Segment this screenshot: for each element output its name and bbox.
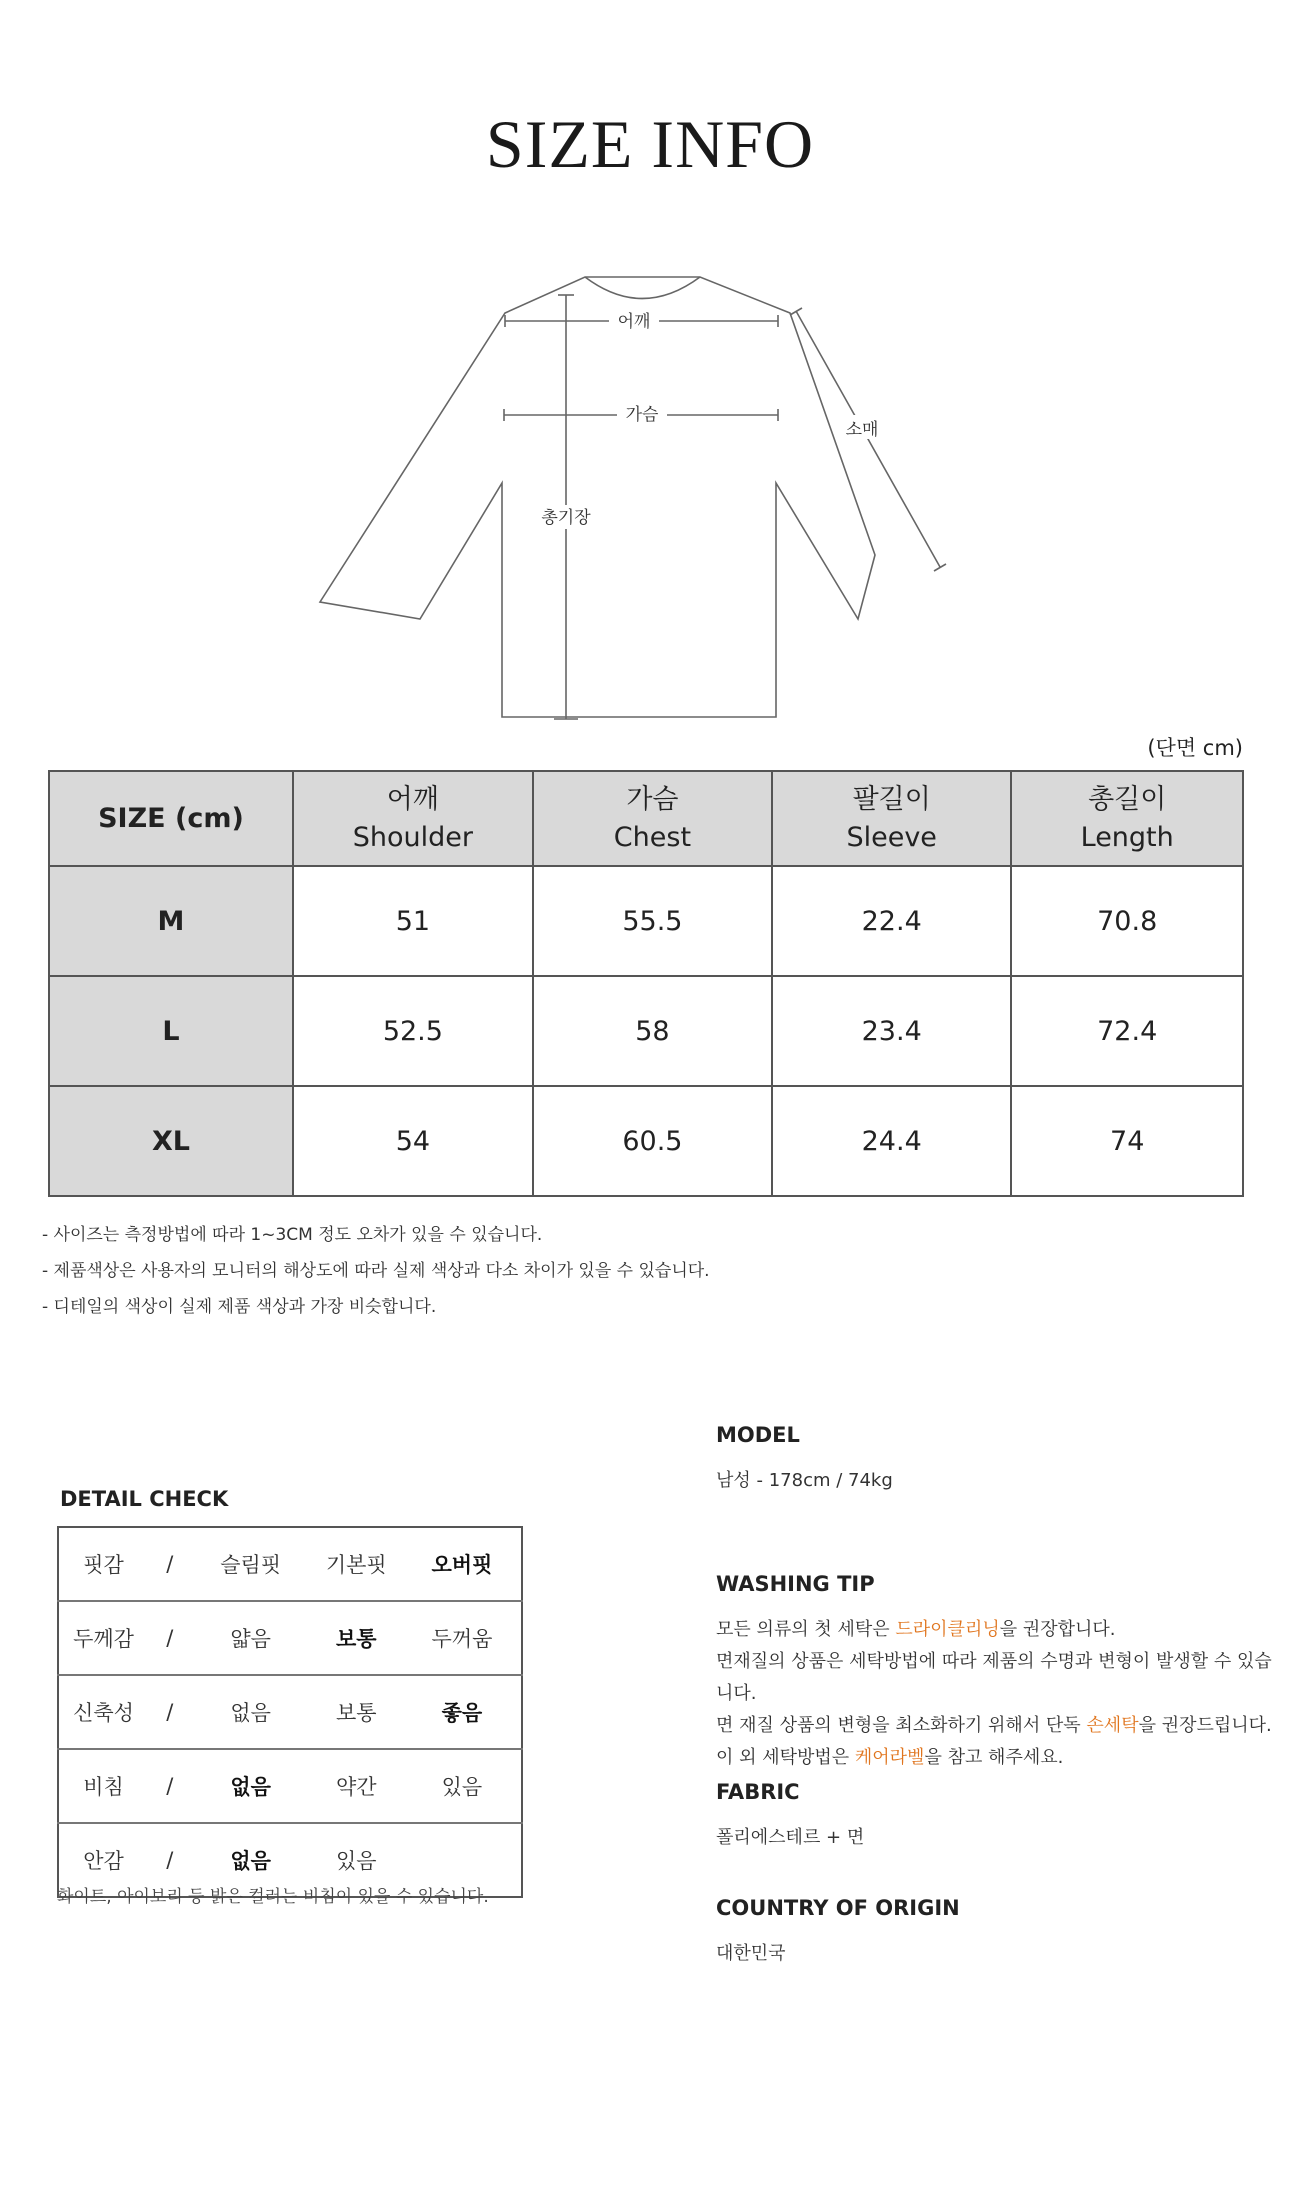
origin-title: COUNTRY OF ORIGIN xyxy=(716,1896,960,1920)
table-cell: 24.4 xyxy=(772,1086,1011,1196)
detail-sep: / xyxy=(166,1552,174,1576)
detail-option-selected: 없음 xyxy=(192,1823,310,1897)
detail-label: 신축성 xyxy=(58,1675,148,1749)
detail-sep: / xyxy=(148,1749,192,1823)
table-row xyxy=(49,1086,1243,1196)
detail-check-table xyxy=(57,1526,523,1898)
fabric-title: FABRIC xyxy=(716,1780,800,1804)
size-cell: L xyxy=(49,976,293,1086)
note-detail: - 디테일의 색상이 실제 제품 색상과 가장 비슷합니다. xyxy=(42,1297,437,1317)
header-chest: 가슴 Chest xyxy=(533,771,772,866)
table-cell: 58 xyxy=(533,976,772,1086)
header-length: 총길이 Length xyxy=(1011,771,1243,866)
washing-highlight: 드라이클리닝 xyxy=(895,1619,1000,1640)
note-color: - 제품색상은 사용자의 모니터의 해상도에 따라 실제 색상과 다소 차이가 있을 수 있습니다. xyxy=(42,1261,710,1281)
detail-check-note: 화이트, 아이보리 등 밝은 컬러는 비침이 있을 수 있습니다. xyxy=(57,1887,489,1907)
detail-option: 얇음 xyxy=(192,1601,310,1675)
detail-check-title: DETAIL CHECK xyxy=(60,1487,229,1511)
detail-option: 보통 xyxy=(310,1675,403,1749)
table-row xyxy=(49,976,1243,1086)
detail-option-selected: 보통 xyxy=(310,1601,403,1675)
table-cell: 51 xyxy=(293,866,533,976)
table-cell: 22.4 xyxy=(772,866,1011,976)
detail-row xyxy=(58,1527,522,1601)
size-table-header-row xyxy=(49,771,1243,866)
size-table xyxy=(48,770,1244,1197)
table-cell: 23.4 xyxy=(772,976,1011,1086)
garment-outline xyxy=(320,277,875,717)
detail-label: 두께감 xyxy=(58,1601,148,1675)
unit-note: (단면 cm) xyxy=(1147,736,1243,760)
detail-option-selected: 오버핏 xyxy=(431,1553,493,1577)
detail-label: 핏감 xyxy=(83,1553,124,1577)
table-cell: 52.5 xyxy=(293,976,533,1086)
washing-line: 모든 의류의 첫 세탁은 드라이클리닝을 권장합니다. xyxy=(716,1619,1116,1640)
origin-text: 대한민국 xyxy=(716,1943,786,1964)
table-cell: 74 xyxy=(1011,1086,1243,1196)
detail-option: 슬림핏 xyxy=(220,1553,282,1577)
detail-option: 약간 xyxy=(310,1749,403,1823)
detail-option-selected: 좋음 xyxy=(403,1675,522,1749)
detail-label: 안감 xyxy=(58,1823,148,1897)
detail-sep: / xyxy=(148,1823,192,1897)
table-row xyxy=(49,866,1243,976)
table-cell: 60.5 xyxy=(533,1086,772,1196)
washing-line: 이 외 세탁방법은 케어라벨을 참고 해주세요. xyxy=(716,1747,1064,1768)
detail-row xyxy=(58,1675,522,1749)
detail-option: 있음 xyxy=(310,1823,403,1897)
header-size: SIZE (cm) xyxy=(49,771,293,866)
diagram-label-shoulder: 어깨 xyxy=(617,312,651,332)
detail-row xyxy=(58,1749,522,1823)
header-sleeve: 팔길이 Sleeve xyxy=(772,771,1011,866)
page-title: SIZE INFO xyxy=(485,106,815,182)
detail-option: 없음 xyxy=(192,1675,310,1749)
washing-highlight: 케어라벨 xyxy=(854,1747,925,1768)
diagram-label-length: 총기장 xyxy=(541,508,591,528)
model-text: 남성 - 178cm / 74kg xyxy=(716,1470,893,1491)
detail-sep: / xyxy=(148,1675,192,1749)
washing-title: WASHING TIP xyxy=(716,1572,875,1596)
fabric-text: 폴리에스테르 + 면 xyxy=(716,1827,865,1848)
detail-row xyxy=(58,1601,522,1675)
detail-option: 기본핏 xyxy=(325,1553,387,1577)
header-shoulder: 어깨 Shoulder xyxy=(293,771,533,866)
washing-line: 면재질의 상품은 세탁방법에 따라 제품의 수명과 변형이 발생할 수 있습니다. xyxy=(716,1651,1272,1704)
table-cell: 70.8 xyxy=(1011,866,1243,976)
detail-option-selected: 없음 xyxy=(192,1749,310,1823)
note-measurement: - 사이즈는 측정방법에 따라 1~3CM 정도 오차가 있을 수 있습니다. xyxy=(42,1225,543,1245)
washing-line: 면 재질 상품의 변형을 최소화하기 위해서 단독 손세탁을 권장드립니다. xyxy=(716,1715,1272,1736)
model-title: MODEL xyxy=(716,1423,800,1447)
table-cell: 54 xyxy=(293,1086,533,1196)
size-cell: M xyxy=(49,866,293,976)
diagram-label-sleeve: 소매 xyxy=(845,420,879,440)
detail-sep: / xyxy=(148,1601,192,1675)
table-cell: 72.4 xyxy=(1011,976,1243,1086)
washing-highlight: 손세탁 xyxy=(1086,1715,1139,1736)
table-cell: 55.5 xyxy=(533,866,772,976)
washing-text xyxy=(716,1614,1276,1774)
garment-diagram xyxy=(300,265,1020,735)
detail-option: 두꺼움 xyxy=(403,1601,522,1675)
diagram-label-chest: 가슴 xyxy=(625,405,659,425)
detail-option: 있음 xyxy=(403,1749,522,1823)
detail-label: 비침 xyxy=(58,1749,148,1823)
size-cell: XL xyxy=(49,1086,293,1196)
